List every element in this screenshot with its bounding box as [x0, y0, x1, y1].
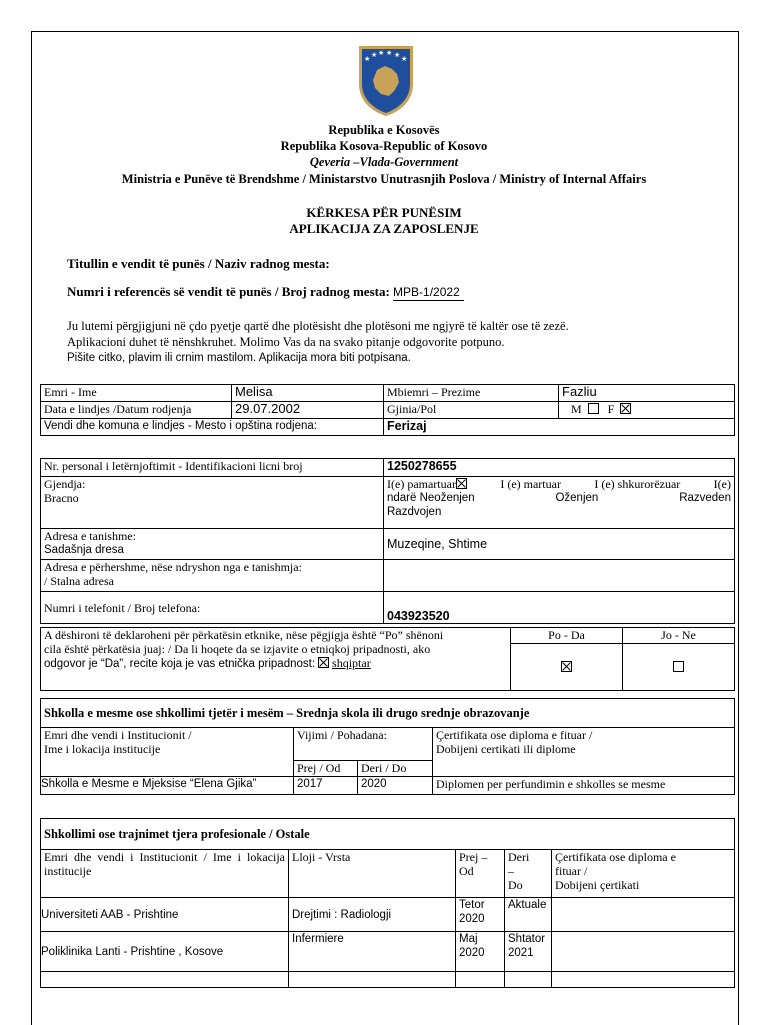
birthplace-field[interactable]: Ferizaj: [384, 419, 735, 436]
name-field[interactable]: Melisa: [232, 385, 384, 402]
phone-label: Numri i telefonit / Broj telefona:: [41, 592, 384, 624]
svg-text:★: ★: [364, 55, 371, 63]
col-header-line: Çertifikata ose diploma e: [555, 850, 676, 864]
job-title-label: Titullin e vendit të punës / Naziv radnog mesta:: [67, 256, 330, 271]
marital-label: [41, 477, 384, 529]
ethnicity-yes-checkbox[interactable]: [561, 661, 572, 672]
perm-label-line: / Stalna adresa: [44, 574, 114, 588]
ethnicity-line: cila është përkatësia juaj: / Da li hoqete da se izjavite o etniqkoj pripadnosti, ako: [44, 642, 431, 656]
professional-to[interactable]: [505, 898, 552, 932]
dob-label: Data e lindjes /Datum rodjenja: [41, 402, 232, 419]
professional-institution[interactable]: Universiteti AAB - Prishtine: [41, 898, 289, 932]
address-label: [41, 529, 384, 560]
professional-col-institution: Emri dhe vendi i Institucionit / Ime i lokacija institucije: [41, 850, 289, 898]
col-header-line: Çertifikata ose diploma e fituar /: [436, 728, 593, 742]
marital-line2: Razveden: [679, 492, 731, 504]
gender-options: [559, 402, 735, 419]
ethnicity-no-label: Jo - Ne: [623, 628, 735, 644]
birthplace-label: Vendi dhe komuna e lindjes - Mesto i opština rodjena:: [41, 419, 384, 436]
gender-m-checkbox[interactable]: [588, 403, 599, 414]
gender-f-label: F: [607, 402, 615, 416]
col-header-line: fituar /: [555, 864, 588, 878]
professional-col-to: [505, 850, 552, 898]
svg-text:★: ★: [371, 51, 378, 59]
surname-label: Mbiemri – Prezime: [384, 385, 559, 402]
ethnicity-checkbox[interactable]: [318, 657, 329, 668]
reference-row: [67, 284, 464, 300]
marital-label-line: Bracno: [44, 491, 79, 505]
professional-certificate[interactable]: [552, 898, 735, 932]
empty-cell[interactable]: [456, 972, 505, 988]
professional-heading: Shkollimi ose trajnimet tjera profesionale / Ostale: [41, 819, 735, 850]
phone-field[interactable]: 043923520: [384, 592, 735, 624]
header-government: Qeveria –Vlada-Government: [309, 155, 459, 169]
surname-field[interactable]: Fazliu: [559, 385, 735, 402]
header-republic: Republika e Kosovës: [328, 123, 440, 137]
professional-certificate[interactable]: [552, 932, 735, 972]
table-row: [41, 898, 735, 932]
header-republic-multilingual: Republika Kosova-Republic of Kosovo: [280, 139, 488, 153]
date-line: Aktuale: [508, 899, 547, 911]
id-label: Nr. personal i letërnjoftimit - Identifikacioni licni broj: [41, 459, 384, 477]
professional-type[interactable]: Infermiere: [289, 932, 456, 972]
address-label-line: Adresa e tanishme:: [44, 529, 136, 543]
marital-option-divorced: I (e) shkurorëzuar: [594, 477, 681, 491]
perm-label-line: Adresa e përhershme, nëse ndryshon nga e tanishmja:: [44, 560, 302, 574]
name-label: Emri - Ime: [41, 385, 232, 402]
professional-col-certificate: [552, 850, 735, 898]
table-row: [41, 972, 735, 988]
date-line: Maj: [459, 933, 478, 945]
marital-option-separated: I(e): [713, 477, 731, 491]
marital-line3: Razdvojen: [387, 506, 442, 518]
marital-line2: Oženjen: [555, 492, 599, 504]
svg-text:★: ★: [386, 49, 393, 57]
secondary-col-to: Deri / Do: [358, 761, 433, 777]
svg-text:★: ★: [378, 49, 385, 57]
instruction-line: Ju lutemi përgjigjuni në çdo pyetje qartë dhe plotësisht dhe plotësoni me ngjyrë të kaltër ose të zezë.: [67, 319, 569, 333]
secondary-certificate[interactable]: Diplomen per perfundimin e shkolles se mesme: [433, 777, 735, 795]
gender-f-checkbox[interactable]: [620, 403, 631, 414]
empty-cell[interactable]: [289, 972, 456, 988]
instructions: [67, 318, 569, 366]
ethnicity-yes-label: Po - Da: [511, 628, 623, 644]
svg-text:★: ★: [401, 55, 408, 63]
reference-value[interactable]: MPB-1/2022: [393, 285, 464, 301]
marital-options: [384, 477, 735, 529]
col-header-line: Deri: [508, 850, 530, 864]
ethnicity-table: [40, 627, 735, 691]
marital-label-line: Gjendja:: [44, 477, 86, 491]
gender-m-label: M: [571, 402, 582, 416]
professional-col-from: [456, 850, 505, 898]
ethnicity-no-cell: [623, 644, 735, 691]
secondary-heading: Shkolla e mesme ose shkollimi tjetër i mesëm – Srednja skola ili drugo srednje obrazovanje: [41, 699, 735, 728]
secondary-school-name[interactable]: Shkolla e Mesme e Mjeksise “Elena Gjika”: [41, 777, 294, 795]
col-header-line: Dobijeni çertikati: [555, 878, 640, 892]
ethnicity-yes-cell: [511, 644, 623, 691]
ethnicity-value[interactable]: shqiptar: [332, 656, 371, 670]
professional-from[interactable]: [456, 898, 505, 932]
ethnicity-line: odgovor je “Da”, recite koja je vas etnička pripadnost:: [44, 658, 316, 670]
professional-training-table: [40, 818, 735, 988]
secondary-from-year[interactable]: 2017: [294, 777, 358, 795]
secondary-col-attendance: Vijimi / Pohadana:: [294, 728, 433, 761]
marital-option-single: I(e) pamartuar: [387, 477, 456, 491]
professional-to[interactable]: [505, 932, 552, 972]
col-header-line: Dobijeni certikati ili diplome: [436, 742, 576, 756]
professional-col-type: Lloji - Vrsta: [289, 850, 456, 898]
date-line: Tetor: [459, 899, 485, 911]
ethnicity-no-checkbox[interactable]: [673, 661, 684, 672]
professional-institution[interactable]: Poliklinika Lanti - Prishtine , Kosove: [41, 932, 289, 972]
date-line: 2021: [508, 947, 534, 959]
secondary-to-year[interactable]: 2020: [358, 777, 433, 795]
table-row: [41, 777, 735, 795]
dob-field[interactable]: 29.07.2002: [232, 402, 384, 419]
address-label-line: Sadašnja dresa: [44, 544, 124, 556]
instruction-line: Aplikacioni duhet të nënshkruhet. Molimo Vas da na svako pitanje odgovorite potpuno.: [67, 335, 505, 349]
details-table: [40, 458, 735, 624]
id-field[interactable]: 1250278655: [384, 459, 735, 477]
secondary-col-from: Prej / Od: [294, 761, 358, 777]
ethnicity-line: A dëshironi të deklaroheni për përkatësin etknike, nëse pëgjigja është “Po” shënoni: [44, 628, 444, 642]
perm-address-label: [41, 560, 384, 592]
marital-line2: ndarë Neoženjen: [387, 492, 475, 504]
secondary-col-certificate: [433, 728, 735, 777]
form-subtitle: APLIKACIJA ZA ZAPOSLENJE: [289, 221, 479, 236]
reference-label: Numri i referencës së vendit të punës / Broj radnog mesta:: [67, 284, 390, 299]
col-header-line: Od: [459, 864, 474, 878]
address-field[interactable]: Muzeqine, Shtime: [384, 529, 735, 560]
single-checkbox[interactable]: [456, 478, 467, 489]
professional-from[interactable]: [456, 932, 505, 972]
date-line: Shtator: [508, 933, 546, 945]
col-header-line: Emri dhe vendi i Institucionit /: [44, 728, 192, 742]
personal-info-table: [40, 384, 735, 436]
col-header-line: Do: [508, 878, 523, 892]
professional-type[interactable]: Drejtimi : Radiologji: [289, 898, 456, 932]
col-header-line: Ime i lokacija institucije: [44, 742, 161, 756]
ethnicity-question: [41, 628, 511, 691]
marital-option-married: I (e) martuar: [500, 477, 561, 491]
col-header-line: Prej –: [459, 850, 488, 864]
empty-cell[interactable]: [552, 972, 735, 988]
header-ministry: Ministria e Punëve të Brendshme / Ministarstvo Unutrasnjih Poslova / Ministry of Internal Affairs: [121, 172, 647, 186]
kosovo-coat-of-arms-icon: [357, 44, 415, 118]
date-line: 2020: [459, 913, 485, 925]
instruction-line: Pišite citko, plavim ili crnim mastilom. Aplikacija mora biti potpisana.: [67, 352, 411, 364]
empty-cell[interactable]: [505, 972, 552, 988]
perm-address-field[interactable]: [384, 560, 735, 592]
form-title: KËRKESA PËR PUNËSIM: [306, 205, 462, 220]
gender-label: Gjinia/Pol: [384, 402, 559, 419]
svg-text:★: ★: [394, 51, 401, 59]
col-header-line: –: [508, 864, 514, 878]
secondary-school-table: [40, 698, 735, 795]
date-line: 2020: [459, 947, 485, 959]
table-row: [41, 932, 735, 972]
empty-cell[interactable]: [41, 972, 289, 988]
secondary-col-institution: [41, 728, 294, 777]
